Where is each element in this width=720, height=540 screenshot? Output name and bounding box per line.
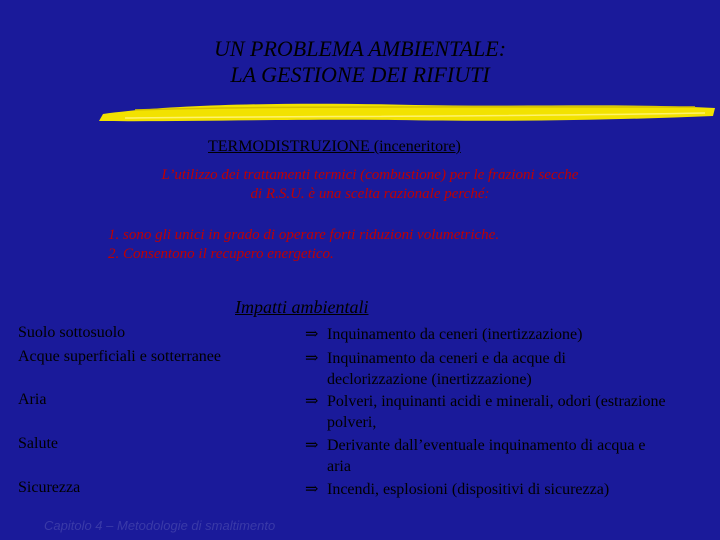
impact-effect-salute xyxy=(305,435,715,477)
impact-label-sicurezza: Sicurezza xyxy=(18,479,81,496)
impact-effect-acque xyxy=(305,348,715,390)
slide-title-line-2: LA GESTIONE DEI RIFIUTI xyxy=(230,62,490,87)
impacts-heading xyxy=(235,297,369,318)
impact-effect-text: Derivante dall’eventuale inquinamento di acqua e xyxy=(327,437,646,454)
intro-text xyxy=(100,166,640,204)
brush-stroke-decoration xyxy=(95,98,720,128)
impact-effect-text: Inquinamento da ceneri (inertizzazione) xyxy=(327,326,583,343)
impact-effect-text-continued: declorizzazione (inertizzazione) xyxy=(327,371,532,388)
implies-arrow-icon: ⇒ xyxy=(305,437,319,454)
implies-arrow-icon: ⇒ xyxy=(305,481,319,498)
footer-chapter: Capitolo 4 – Metodologie di smaltimento xyxy=(44,518,276,533)
intro-line-2: di R.S.U. è una scelta razionale perché: xyxy=(250,186,490,202)
impact-effect-text-continued: polveri, xyxy=(327,414,377,431)
impact-label-suolo: Suolo sottosuolo xyxy=(18,324,126,341)
reasons-list xyxy=(108,226,499,264)
impact-effect-text: Polveri, inquinanti acidi e minerali, odori (estrazione xyxy=(327,393,666,410)
impacts-heading-text: Impatti ambientali xyxy=(235,297,369,317)
slide-title-line-1: UN PROBLEMA AMBIENTALE: xyxy=(213,36,507,61)
implies-arrow-icon: ⇒ xyxy=(305,350,319,367)
impact-effect-sicurezza xyxy=(305,479,715,500)
implies-arrow-icon: ⇒ xyxy=(305,326,319,343)
impact-label-aria: Aria xyxy=(18,391,47,408)
impact-effect-suolo xyxy=(305,324,715,345)
impact-effect-text: Inquinamento da ceneri e da acque di xyxy=(327,350,566,367)
section-heading: TERMODISTRUZIONE (inceneritore) xyxy=(208,138,461,155)
impact-effect-aria xyxy=(305,391,715,433)
implies-arrow-icon: ⇒ xyxy=(305,393,319,410)
list-item: 2. Consentono il recupero energetico. xyxy=(108,246,334,262)
impact-label-acque: Acque superficiali e sotterranee xyxy=(18,348,222,365)
impact-effect-text-continued: aria xyxy=(327,458,351,475)
impact-label-salute: Salute xyxy=(18,435,58,452)
impact-effect-text: Incendi, esplosioni (dispositivi di sicurezza) xyxy=(327,481,610,498)
list-item: 1. sono gli unici in grado di operare forti riduzioni volumetriche. xyxy=(108,227,500,243)
intro-line-1: L’utilizzo dei trattamenti termici (combustione) per le frazioni secche xyxy=(161,167,579,183)
